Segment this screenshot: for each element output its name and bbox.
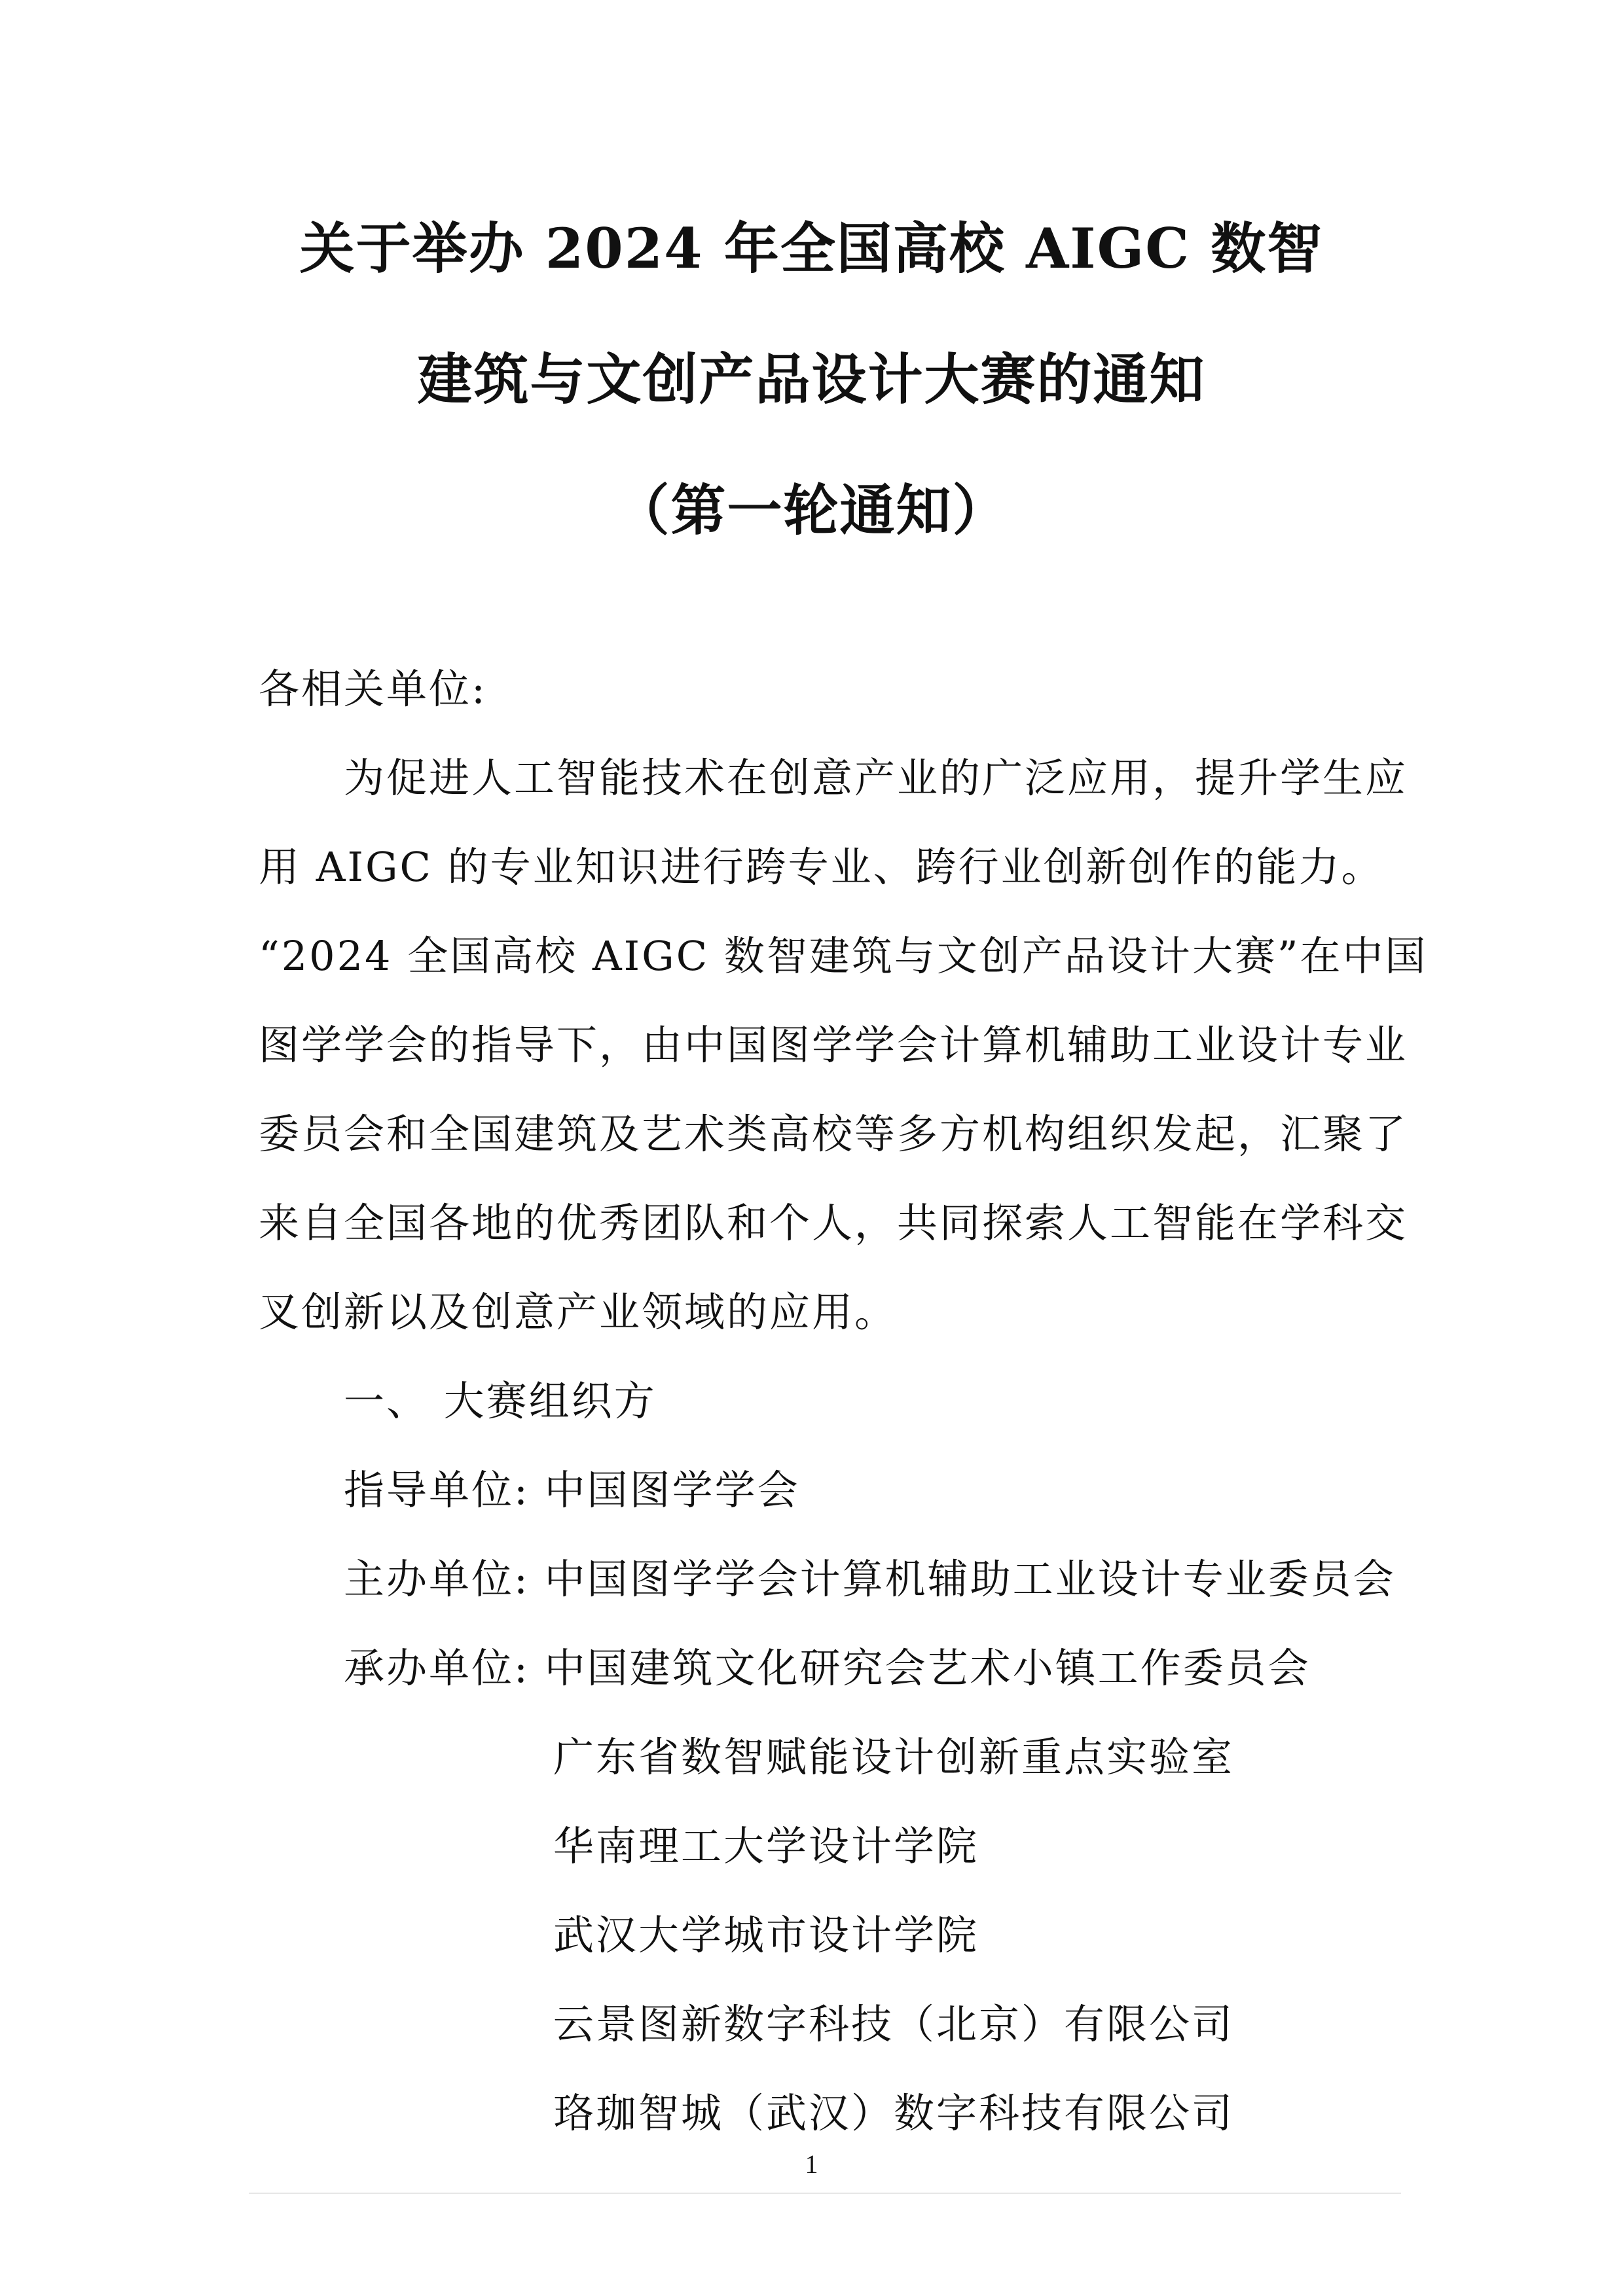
intro-line: 用 AIGC 的专业知识进行跨专业、跨行业创新创作的能力。: [259, 843, 1384, 891]
intro-line: 为促进人工智能技术在创意产业的广泛应用，提升学生应: [344, 754, 1408, 802]
organizer-unit-row: [259, 1624, 1398, 1713]
document-body: [259, 645, 1428, 2158]
intro-line: 委员会和全国建筑及艺术类高校等多方机构组织发起，汇聚了: [259, 1110, 1408, 1158]
page-number: 1: [805, 2149, 818, 2179]
intro-line: 叉创新以及创意产业领域的应用。: [259, 1288, 898, 1336]
host-unit-row: [259, 1535, 1398, 1624]
organizer-unit-label: 承办单位:: [344, 1644, 530, 1692]
guide-unit-value: 中国图学学会: [544, 1466, 800, 1514]
organizer-item: 广东省数智赋能设计创新重点实验室: [553, 1733, 1235, 1781]
organizer-item: 华南理工大学设计学院: [553, 1822, 979, 1870]
intro-line: “2024 全国高校 AIGC 数智建筑与文创产品设计大赛”在中国: [259, 932, 1428, 980]
organizer-item: 云景图新数字科技（北京）有限公司: [553, 2000, 1235, 2048]
guide-unit-label: 指导单位:: [344, 1466, 530, 1514]
host-unit-label: 主办单位:: [344, 1555, 530, 1603]
intro-line: 图学学会的指导下，由中国图学学会计算机辅助工业设计专业: [259, 1021, 1408, 1069]
title-line-3: （第一轮通知）: [614, 478, 1009, 543]
title-line-2: 建筑与文创产品设计大赛的通知: [417, 347, 1206, 412]
organizer-item: 中国建筑文化研究会艺术小镇工作委员会: [544, 1644, 1311, 1692]
footer-divider: [249, 2193, 1401, 2194]
organizer-item: 珞珈智城（武汉）数字科技有限公司: [553, 2089, 1235, 2137]
host-unit-value: 中国图学学会计算机辅助工业设计专业委员会: [544, 1555, 1396, 1603]
guide-unit-row: [259, 1446, 1398, 1535]
organizer-item: 武汉大学城市设计学院: [553, 1911, 979, 1959]
salutation: 各相关单位:: [259, 665, 487, 713]
section-heading: 一、 大赛组织方: [344, 1377, 657, 1425]
intro-line: 来自全国各地的优秀团队和个人，共同探索人工智能在学科交: [259, 1199, 1408, 1247]
title-line-1: 关于举办 2024 年全国高校 AIGC 数智: [299, 216, 1324, 281]
